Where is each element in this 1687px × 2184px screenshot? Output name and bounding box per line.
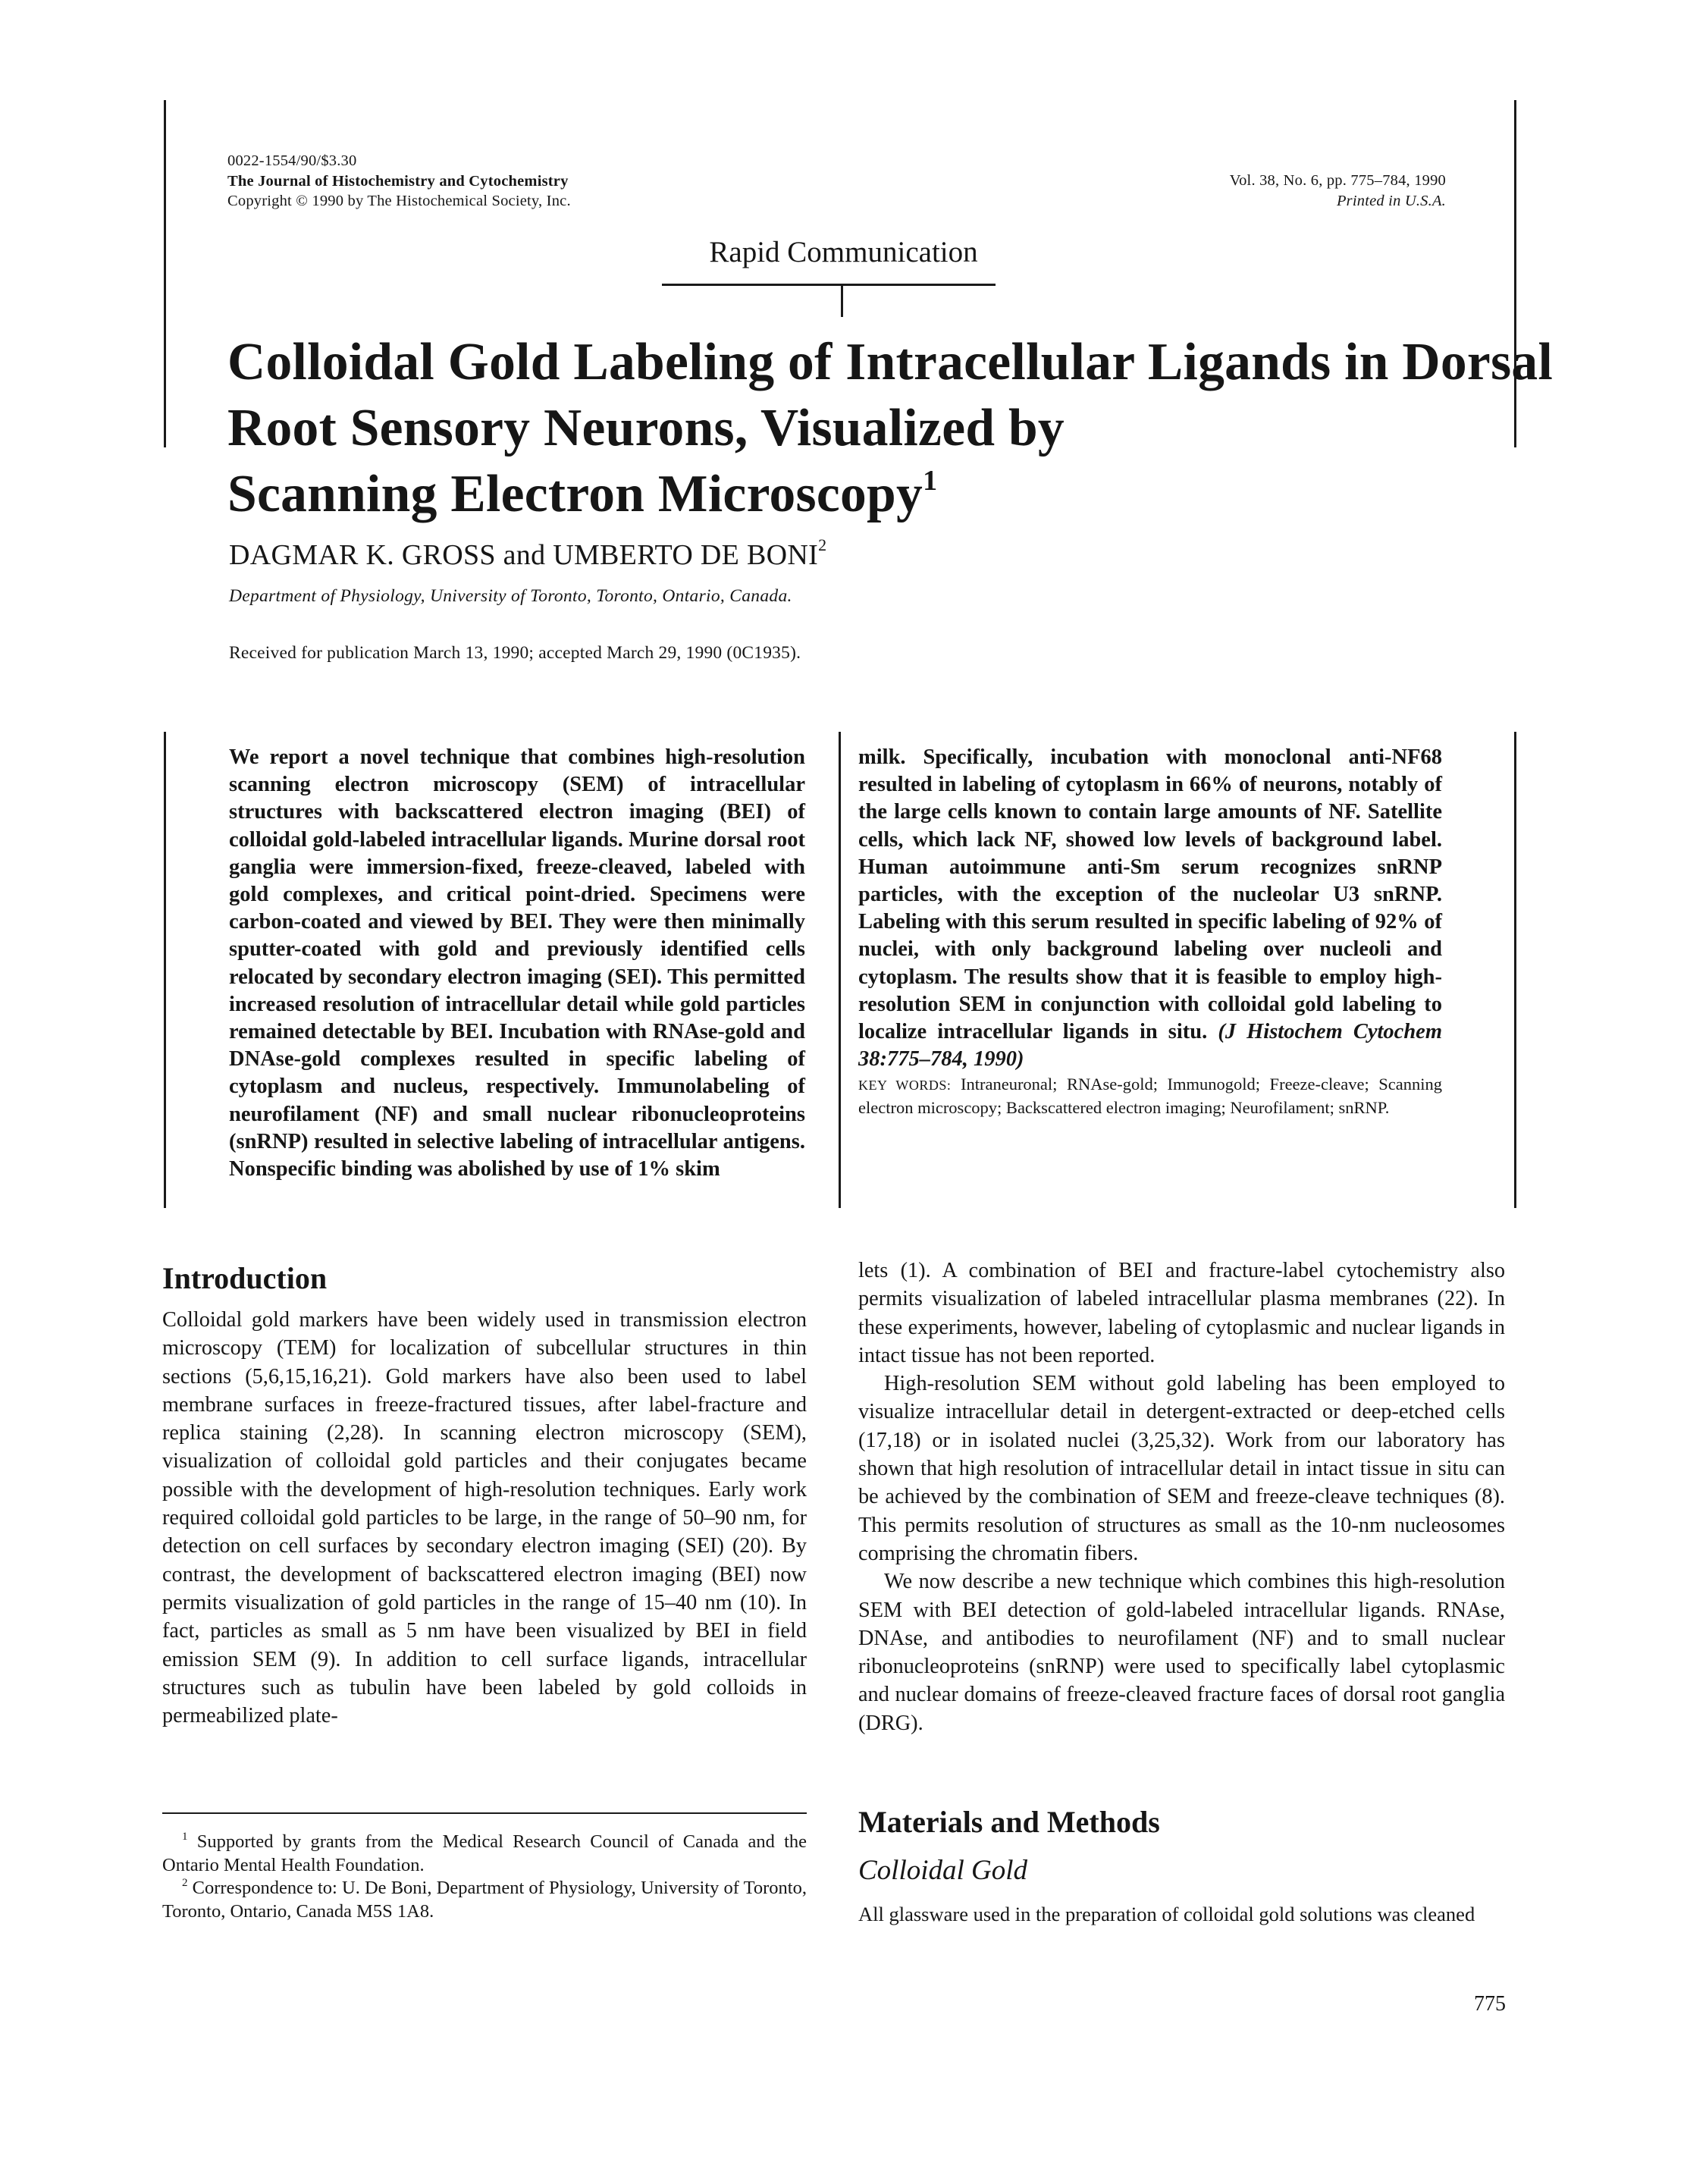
abstract-left: We report a novel technique that combines high-resolution scanning electron microscopy (SEM) of intracellular structures with backscattered electron imaging (BEI) of colloidal gold-labeled intracellular ligands. Murine dorsal root ganglia were immersion-fixed, freeze-cleaved, labeled with gold complexes, and critical point-dried. Specimens were carbon-coated and viewed by BEI. They were then minimally sputter-coated with gold and previously identified cells relocated by secondary electron imaging (SEI). This permitted increased resolution of intracellular detail while gold particles remained detectable by BEI. Incubation with RNAse-gold and DNAse-gold complexes resulted in specific labeling of cytoplasm and nucleus, respectively. Immunolabeling of neurofilament (NF) and small nuclear ribonucleoproteins (snRNP) resulted in selective labeling of intracellular antigens. Nonspecific binding was abolished by use of 1% skim — [229, 745, 805, 1181]
section-label: Rapid Communication — [709, 236, 978, 268]
copyright-line: Copyright © 1990 by The Histochemical Society, Inc. — [227, 193, 571, 209]
title-line-2: Root Sensory Neurons, Visualized by — [227, 399, 1065, 457]
abstract-column-divider — [839, 732, 841, 1208]
methods-paragraph-1: All glassware used in the preparation of colloidal gold solutions was cleaned — [858, 1903, 1475, 1925]
introduction-right-column — [858, 1257, 1505, 1737]
introduction-paragraph-2: High-resolution SEM without gold labeling has been employed to visualize intracellular detail in detergent-extracted or deep-etched cells (17,18) or in isolated nuclei (3,25,32). Work from our laboratory has shown that high resolution of intracellular detail in intact tissue in situ can be achieved by the combination of SEM and freeze-cleave techniques (8). This permits resolution of structures as small as the 10-nm nucleosomes comprising the chromatin fibers. — [858, 1372, 1505, 1565]
frame-left-lower — [164, 732, 166, 1208]
title-line-1: Colloidal Gold Labeling of Intracellular Ligands in Dorsal — [227, 333, 1554, 391]
header-right — [1230, 171, 1446, 211]
frame-left-upper — [164, 100, 166, 447]
introduction-paragraph-1: Colloidal gold markers have been widely used in transmission electron microscopy (TEM) for localization of subcellular structures in thin sections (5,6,15,16,21). Gold markers have also been used to label membrane surfaces in freeze-fractured tissues, after label-fracture and replica staining (2,28). In scanning electron microscopy (SEM), visualization of colloidal gold particles and their conjugates became possible with the development of high-resolution techniques. Early work required colloidal gold particles to be large, in the range of 50–90 nm, for detection on cell surfaces by secondary electron imaging (SEI) (20). By contrast, the development of backscattered electron imaging (BEI) now permits visualization of gold particles in the range of 15–40 nm (10). In fact, particles as small as 5 nm have been visualized by BEI in field emission SEM (9). In addition to cell surface ligands, intracellular structures such as tubulin have been labeled by gold colloids in permeabilized plate- — [162, 1308, 807, 1728]
keywords-text: Intraneuronal; RNAse-gold; Immunogold; Freeze-cleave; Scanning electron microscopy; Backscattered electron imaging; Neurofilament; snRNP. — [858, 1075, 1442, 1118]
footnote-1-text: Supported by grants from the Medical Research Council of Canada and the Ontario Mental Health Foundation. — [162, 1831, 807, 1875]
keywords — [858, 1073, 1442, 1119]
abstract-right-text: milk. Specifically, incubation with monoclonal anti-NF68 resulted in labeling of cytoplasm in 66% of neurons, notably of the large cells known to contain large amounts of NF. Satellite cells, which lack NF, showed low levels of background label. Human autoimmune anti-Sm serum recognizes snRNP particles, with the exception of the nucleolar U3 snRNP. Labeling with this serum resulted in specific labeling of 92% of nuclei, with only background labeling over nucleoli and cytoplasm. The results show that it is feasible to employ high-resolution SEM in conjunction with colloidal gold labeling to localize intracellular ligands in situ. — [858, 745, 1442, 1044]
issn-code: 0022-1554/90/$3.30 — [227, 152, 357, 169]
title-line-3-text: Scanning Electron Microscopy — [227, 465, 923, 523]
section-label-stem — [841, 284, 843, 317]
footnotes — [162, 1831, 807, 1923]
footnote-1-mark: 1 — [182, 1831, 188, 1843]
page-number: 775 — [1474, 1992, 1506, 2016]
introduction-heading: Introduction — [162, 1261, 328, 1295]
article-title — [227, 329, 1562, 527]
title-footnote-mark: 1 — [923, 465, 938, 497]
footnote-2-mark: 2 — [182, 1877, 188, 1889]
footnote-2 — [162, 1877, 807, 1923]
volume-info: Vol. 38, No. 6, pp. 775–784, 1990 — [1229, 172, 1446, 189]
title-line-3 — [227, 461, 1562, 527]
received-dates: Received for publication March 13, 1990; accepted March 29, 1990 (0C1935). — [229, 643, 801, 663]
keywords-heading: KEY WORDS: — [858, 1078, 952, 1094]
affiliation: Department of Physiology, University of Toronto, Toronto, Ontario, Canada. — [229, 586, 792, 606]
author-footnote-mark: 2 — [818, 535, 827, 554]
footnote-1 — [162, 1831, 807, 1877]
abstract-citation: (J Histochem Cytochem 38:775–784, 1990) — [858, 1020, 1442, 1072]
introduction-paragraph-1-continued: lets (1). A combination of BEI and fracture-label cytochemistry also permits visualization of labeled intracellular plasma membranes (22). In these experiments, however, labeling of cytoplasmic and nuclear ligands in intact tissue has not been reported. — [858, 1259, 1505, 1367]
footnote-rule — [162, 1812, 807, 1814]
methods-heading: Materials and Methods — [858, 1805, 1160, 1839]
footnote-2-text: Correspondence to: U. De Boni, Department of Physiology, University of Toronto, Toronto, Ontario, Canada M5S 1A8. — [162, 1878, 807, 1922]
author-names: DAGMAR K. GROSS and UMBERTO DE BONI — [229, 539, 819, 571]
journal-name: The Journal of Histochemistry and Cytochemistry — [227, 172, 569, 190]
abstract-right-column — [858, 744, 1442, 1119]
introduction-paragraph-3: We now describe a new technique which combines this high-resolution SEM with BEI detection of gold-labeled intracellular ligands. RNAse, DNAse, and antibodies to neurofilament (NF) and to small nuclear ribonucleoproteins (snRNP) were used to specifically label cytoplasmic and nuclear domains of freeze-cleaved fracture faces of dorsal root ganglia (DRG). — [858, 1570, 1505, 1735]
section-label-rule — [662, 284, 996, 286]
introduction-left-column — [162, 1306, 807, 1730]
printed-in: Printed in U.S.A. — [1336, 192, 1446, 209]
authors — [229, 535, 827, 572]
header-left — [227, 151, 571, 212]
abstract-right — [858, 744, 1442, 1073]
methods-subheading: Colloidal Gold — [858, 1855, 1028, 1886]
frame-right-lower — [1514, 732, 1516, 1208]
